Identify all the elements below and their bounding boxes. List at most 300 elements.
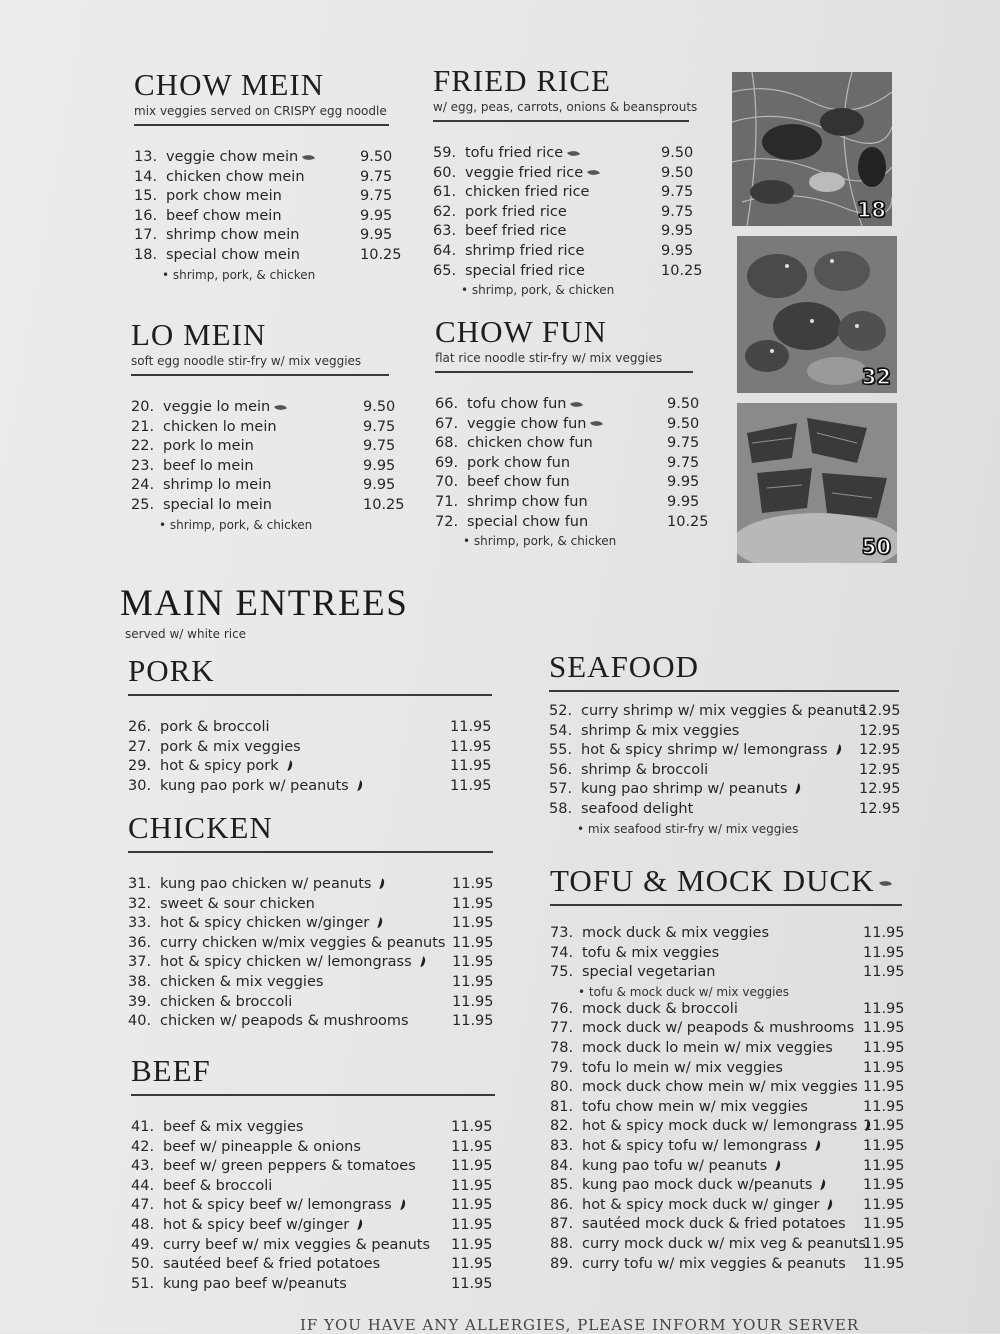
item-name	[581, 702, 866, 722]
menu-item	[549, 741, 899, 761]
section-title: LO MEIN	[131, 317, 267, 352]
chili-pepper-icon	[353, 779, 363, 791]
item-price: 9.75	[667, 454, 700, 471]
item-number: 15.	[134, 188, 158, 205]
item-name	[467, 454, 570, 474]
section-title: CHOW FUN	[435, 314, 607, 349]
menu-item	[435, 434, 700, 454]
item-name-text: chicken chow mein	[166, 168, 305, 185]
item-price: 11.95	[863, 1255, 905, 1272]
item-number: 76.	[550, 1000, 574, 1017]
item-name	[467, 395, 582, 415]
section-beef	[131, 1054, 495, 1294]
item-name-text: kung pao beef w/peanuts	[163, 1275, 347, 1292]
item-name	[163, 1157, 416, 1177]
item-name-text: hot & spicy tofu w/ lemongrass	[582, 1137, 808, 1154]
item-name	[163, 1177, 272, 1197]
menu-item	[550, 1157, 905, 1177]
section-divider	[134, 124, 389, 126]
item-name-text: tofu lo mein w/ mix veggies	[582, 1059, 783, 1076]
section-subtitle: soft egg noodle stir-fry w/ mix veggies	[131, 354, 362, 368]
menu-item	[128, 718, 492, 738]
menu-item	[550, 1098, 905, 1118]
item-number: 25.	[131, 496, 155, 513]
menu-item	[131, 398, 396, 418]
item-price: 11.95	[863, 1079, 905, 1096]
item-name-text: special fried rice	[465, 262, 585, 279]
item-name-text: beef & mix veggies	[163, 1119, 304, 1135]
chili-pepper-icon	[812, 1139, 822, 1151]
item-name	[467, 415, 602, 435]
section-divider	[131, 1094, 495, 1096]
item-name	[160, 757, 292, 777]
item-price: 11.95	[863, 1196, 905, 1213]
item-number: 36.	[128, 934, 152, 951]
section-tofu-mock-duck	[550, 863, 905, 1274]
photo-badge: 50	[861, 535, 891, 559]
item-name	[160, 895, 315, 915]
section-fried-rice	[433, 63, 703, 298]
item-name-text: kung pao chicken w/ peanuts	[160, 876, 372, 892]
item-price: 9.95	[661, 242, 694, 259]
item-name	[467, 513, 588, 533]
item-name-text: chicken & mix veggies	[160, 973, 324, 990]
item-list	[128, 718, 492, 796]
item-name-text: mock duck lo mein w/ mix veggies	[582, 1039, 833, 1056]
chili-pepper-icon	[283, 759, 293, 771]
menu-item	[128, 777, 492, 797]
item-name	[582, 1059, 783, 1079]
item-price: 10.25	[363, 496, 405, 513]
item-price: 9.95	[667, 493, 700, 510]
item-number: 48.	[131, 1216, 155, 1233]
menu-item	[134, 246, 402, 266]
item-price: 11.95	[452, 1013, 494, 1030]
menu-item	[549, 761, 899, 781]
menu-item	[131, 437, 396, 457]
item-price: 11.95	[451, 1138, 493, 1155]
item-name-text: hot & spicy shrimp w/ lemongrass	[581, 742, 828, 759]
item-name-text: shrimp chow fun	[467, 493, 588, 510]
leaf-icon	[567, 148, 580, 159]
item-name	[467, 434, 593, 454]
item-number: 31.	[128, 876, 152, 892]
item-name	[163, 496, 272, 516]
section-divider	[433, 120, 689, 122]
menu-item	[433, 222, 694, 242]
menu-item	[131, 476, 396, 496]
item-price: 9.75	[360, 168, 393, 185]
section-title	[550, 864, 902, 898]
item-name-text: beef chow mein	[166, 207, 282, 224]
item-name	[160, 718, 270, 738]
item-number: 22.	[131, 438, 155, 455]
item-number: 70.	[435, 474, 459, 491]
photo-badge: 18	[856, 198, 886, 222]
menu-item	[549, 780, 899, 800]
item-name-text: pork chow fun	[467, 454, 571, 471]
leaf-icon	[591, 418, 604, 429]
item-number: 72.	[435, 513, 459, 530]
item-name-text: hot & spicy chicken w/ginger	[160, 915, 370, 932]
menu-item	[433, 262, 703, 282]
menu-item	[550, 1196, 905, 1216]
item-price: 9.95	[661, 223, 694, 240]
item-name	[166, 246, 300, 266]
item-name-text: pork chow mein	[166, 188, 282, 205]
menu-item	[550, 1000, 905, 1020]
item-number: 56.	[549, 761, 573, 778]
item-name-text: beef lo mein	[163, 457, 254, 474]
item-name	[160, 777, 362, 797]
menu-item	[131, 1196, 495, 1216]
menu-item	[128, 757, 492, 777]
menu-item	[134, 226, 393, 246]
item-price: 11.95	[863, 1098, 905, 1115]
item-price: 12.95	[859, 761, 901, 778]
chili-pepper-icon	[772, 1159, 782, 1171]
dish-photo-32	[737, 236, 897, 393]
item-price: 9.50	[363, 399, 396, 415]
item-name	[163, 1275, 347, 1295]
item-name	[582, 1137, 820, 1157]
item-name	[160, 738, 301, 758]
leaf-icon	[879, 878, 892, 889]
item-price: 11.95	[451, 1236, 493, 1253]
chili-pepper-icon	[374, 916, 384, 928]
menu-item	[131, 1177, 495, 1197]
item-name-text: veggie chow mein	[166, 149, 299, 165]
menu-item	[550, 1235, 905, 1255]
section-chow-fun	[435, 314, 709, 549]
section-seafood	[549, 650, 899, 837]
item-name-text: curry beef w/ mix veggies & peanuts	[163, 1236, 431, 1253]
item-name	[582, 1196, 832, 1216]
photo-badge: 32	[861, 365, 891, 389]
menu-item	[550, 1137, 905, 1157]
item-price: 11.95	[863, 1216, 905, 1233]
section-title-text: TOFU & MOCK DUCK	[550, 863, 875, 898]
menu-item	[131, 1216, 495, 1236]
menu-item	[549, 800, 899, 820]
section-chicken	[128, 811, 493, 1032]
item-number: 32.	[128, 895, 152, 912]
item-number: 43.	[131, 1158, 155, 1175]
item-name	[163, 398, 286, 418]
item-price: 11.95	[450, 777, 492, 794]
item-number: 20.	[131, 399, 155, 415]
item-name	[163, 437, 254, 457]
item-name-text: tofu & mix veggies	[582, 944, 720, 961]
item-number: 74.	[550, 944, 574, 961]
item-price: 10.25	[360, 246, 402, 263]
item-number: 68.	[435, 435, 459, 452]
leaf-icon	[274, 402, 287, 413]
item-name-text: curry chicken w/mix veggies & peanuts	[160, 934, 446, 951]
item-name	[163, 476, 271, 496]
allergy-notice: IF YOU HAVE ANY ALLERGIES, PLEASE INFORM YOUR SERVER	[300, 1316, 860, 1334]
item-name	[581, 761, 708, 781]
item-list	[128, 875, 493, 1032]
item-number: 67.	[435, 415, 459, 432]
item-list	[550, 924, 905, 1274]
item-price: 11.95	[451, 1197, 493, 1214]
menu-item	[550, 963, 905, 983]
item-name-text: mock duck & mix veggies	[582, 925, 770, 941]
item-price: 9.75	[661, 184, 694, 201]
menu-item	[435, 454, 700, 474]
item-name	[160, 1012, 409, 1032]
item-price: 11.95	[451, 1216, 493, 1233]
item-price: 12.95	[859, 703, 901, 719]
menu-item	[131, 418, 396, 438]
item-note: • shrimp, pork, & chicken	[162, 267, 316, 282]
menu-item	[433, 183, 694, 203]
item-name-text: veggie fried rice	[465, 164, 584, 181]
menu-item	[134, 207, 393, 227]
item-number: 44.	[131, 1177, 155, 1194]
item-name-text: shrimp chow mein	[166, 227, 300, 244]
item-name	[163, 1255, 380, 1275]
item-number: 83.	[550, 1137, 574, 1154]
dish-photo-18	[732, 72, 892, 226]
section-pork	[128, 654, 492, 796]
item-price: 11.95	[452, 915, 494, 932]
chili-pepper-icon	[416, 956, 426, 968]
item-price: 11.95	[863, 1157, 905, 1174]
item-number: 38.	[128, 973, 152, 990]
item-name-text: shrimp & broccoli	[581, 761, 709, 778]
item-note: • shrimp, pork, & chicken	[159, 517, 313, 532]
item-name	[581, 741, 841, 761]
item-number: 65.	[433, 262, 457, 279]
section-divider	[131, 374, 389, 376]
item-name	[582, 924, 769, 944]
item-name-text: curry shrimp w/ mix veggies & peanuts	[581, 703, 866, 719]
item-name-text: veggie lo mein	[163, 399, 271, 415]
item-name	[465, 242, 584, 262]
item-name-text: kung pao shrimp w/ peanuts	[581, 781, 788, 798]
section-subtitle: flat rice noodle stir-fry w/ mix veggies	[435, 351, 663, 365]
item-name-text: pork & mix veggies	[160, 738, 301, 755]
item-number: 66.	[435, 396, 459, 412]
item-name	[582, 1098, 808, 1118]
item-number: 29.	[128, 758, 152, 775]
section-main-entrees	[120, 582, 408, 641]
item-price: 11.95	[451, 1119, 493, 1135]
section-divider	[435, 371, 693, 373]
item-name-text: mock duck w/ peapods & mushrooms	[582, 1020, 855, 1037]
item-price: 11.95	[863, 925, 905, 941]
item-number: 16.	[134, 207, 158, 224]
item-number: 26.	[128, 719, 152, 735]
item-name-text: veggie chow fun	[467, 415, 587, 432]
item-name	[581, 780, 800, 800]
item-name-text: beef fried rice	[465, 223, 567, 240]
item-name	[467, 473, 570, 493]
item-name	[582, 1078, 858, 1098]
item-price: 11.95	[863, 1039, 905, 1056]
menu-item	[550, 1039, 905, 1059]
menu-item	[128, 738, 492, 758]
menu-item	[550, 924, 905, 944]
item-number: 71.	[435, 493, 459, 510]
item-price: 11.95	[863, 1177, 905, 1194]
item-price: 11.95	[451, 1256, 493, 1273]
item-price: 9.75	[661, 203, 694, 220]
section-title: FRIED RICE	[433, 63, 611, 98]
item-number: 30.	[128, 777, 152, 794]
dish-photo-50	[737, 403, 897, 563]
item-number: 47.	[131, 1197, 155, 1214]
item-price: 11.95	[863, 1137, 905, 1154]
item-name-text: kung pao tofu w/ peanuts	[582, 1157, 768, 1174]
item-number: 73.	[550, 925, 574, 941]
chili-pepper-icon	[817, 1178, 827, 1190]
menu-item	[435, 395, 700, 415]
item-price: 10.25	[667, 513, 709, 530]
item-name	[582, 1255, 846, 1275]
item-price: 9.50	[667, 415, 700, 432]
menu-item	[128, 875, 493, 895]
item-number: 42.	[131, 1138, 155, 1155]
item-name-text: chicken lo mein	[163, 418, 277, 435]
item-name	[582, 963, 715, 983]
item-name-text: tofu chow mein w/ mix veggies	[582, 1098, 808, 1115]
menu-item	[134, 148, 393, 168]
item-price: 11.95	[450, 758, 492, 775]
menu-item	[550, 1078, 905, 1098]
item-name	[160, 875, 384, 895]
item-number: 57.	[549, 781, 573, 798]
menu-item	[134, 187, 393, 207]
section-divider	[550, 904, 902, 906]
item-price: 11.95	[452, 993, 494, 1010]
menu-item	[550, 1176, 905, 1196]
item-price: 11.95	[452, 954, 494, 971]
item-name	[465, 222, 566, 242]
item-name-text: hot & spicy mock duck w/ ginger	[582, 1196, 820, 1213]
item-price: 9.50	[661, 164, 694, 181]
item-name	[465, 164, 599, 184]
item-name-text: chicken w/ peapods & mushrooms	[160, 1013, 409, 1030]
menu-item	[131, 1275, 495, 1295]
menu-item	[550, 944, 905, 964]
item-name	[581, 722, 739, 742]
item-note: • tofu & mock duck w/ mix veggies	[578, 984, 790, 999]
item-price: 12.95	[859, 781, 901, 798]
item-number: 84.	[550, 1157, 574, 1174]
item-number: 58.	[549, 800, 573, 817]
item-price: 11.95	[451, 1275, 493, 1292]
item-name	[166, 226, 299, 246]
item-name	[163, 418, 277, 438]
item-name	[160, 973, 323, 993]
item-name-text: chicken chow fun	[467, 435, 593, 452]
item-name	[582, 1215, 846, 1235]
item-number: 77.	[550, 1020, 574, 1037]
item-number: 81.	[550, 1098, 574, 1115]
chili-pepper-icon	[376, 877, 386, 889]
menu-item	[131, 1255, 495, 1275]
item-number: 80.	[550, 1079, 574, 1096]
item-name	[163, 1196, 405, 1216]
item-number: 51.	[131, 1275, 155, 1292]
item-name-text: beef w/ pineapple & onions	[163, 1138, 361, 1155]
item-number: 33.	[128, 915, 152, 932]
item-name-text: kung pao mock duck w/peanuts	[582, 1177, 813, 1194]
item-number: 13.	[134, 149, 158, 165]
item-price: 9.75	[363, 438, 396, 455]
chili-pepper-icon	[792, 783, 802, 795]
item-name-text: hot & spicy mock duck w/ lemongrass	[582, 1118, 858, 1135]
section-title: SEAFOOD	[549, 649, 699, 684]
item-name	[163, 1236, 430, 1256]
item-name-text: sautéed beef & fried potatoes	[163, 1256, 381, 1273]
item-name	[465, 262, 585, 282]
item-list	[131, 398, 405, 533]
menu-item	[435, 473, 700, 493]
menu-item	[128, 993, 493, 1013]
section-title: CHOW MEIN	[134, 67, 325, 102]
item-number: 37.	[128, 954, 152, 971]
menu-item	[131, 1236, 495, 1256]
item-name	[465, 183, 589, 203]
item-name	[160, 953, 425, 973]
item-name	[582, 1019, 854, 1039]
section-divider	[128, 694, 492, 696]
section-title: BEEF	[131, 1053, 211, 1088]
item-price: 11.95	[863, 1020, 905, 1037]
main-entrees-title: MAIN ENTREES	[120, 583, 409, 624]
item-price: 12.95	[859, 722, 901, 739]
item-price: 11.95	[452, 876, 494, 892]
menu-item	[131, 496, 405, 516]
item-price: 9.95	[363, 457, 396, 474]
item-name	[465, 144, 579, 164]
item-number: 23.	[131, 457, 155, 474]
menu-item	[128, 895, 493, 915]
item-name-text: tofu chow fun	[467, 396, 567, 412]
item-name-text: shrimp fried rice	[465, 242, 585, 259]
item-price: 11.95	[863, 1000, 905, 1017]
item-number: 18.	[134, 246, 158, 263]
item-name-text: special chow fun	[467, 513, 589, 530]
item-number: 24.	[131, 477, 155, 494]
menu-item	[550, 1117, 905, 1137]
item-price: 12.95	[859, 742, 901, 759]
item-number: 59.	[433, 145, 457, 161]
item-price: 9.75	[667, 435, 700, 452]
item-note: • shrimp, pork, & chicken	[461, 283, 615, 298]
menu-item	[128, 973, 493, 993]
section-divider	[128, 851, 493, 853]
item-price: 9.75	[363, 418, 396, 435]
item-name-text: sautéed mock duck & fried potatoes	[582, 1216, 846, 1233]
item-number: 69.	[435, 454, 459, 471]
item-number: 75.	[550, 964, 574, 981]
item-price: 11.95	[451, 1177, 493, 1194]
item-list	[435, 395, 709, 549]
item-name-text: tofu fried rice	[465, 145, 564, 161]
item-name	[582, 1000, 738, 1020]
item-name-text: curry mock duck w/ mix veg & peanuts	[582, 1235, 866, 1252]
item-list	[131, 1118, 495, 1294]
section-lo-mein	[131, 317, 405, 533]
item-name-text: shrimp lo mein	[163, 477, 272, 494]
item-number: 88.	[550, 1235, 574, 1252]
chili-pepper-icon	[824, 1198, 834, 1210]
